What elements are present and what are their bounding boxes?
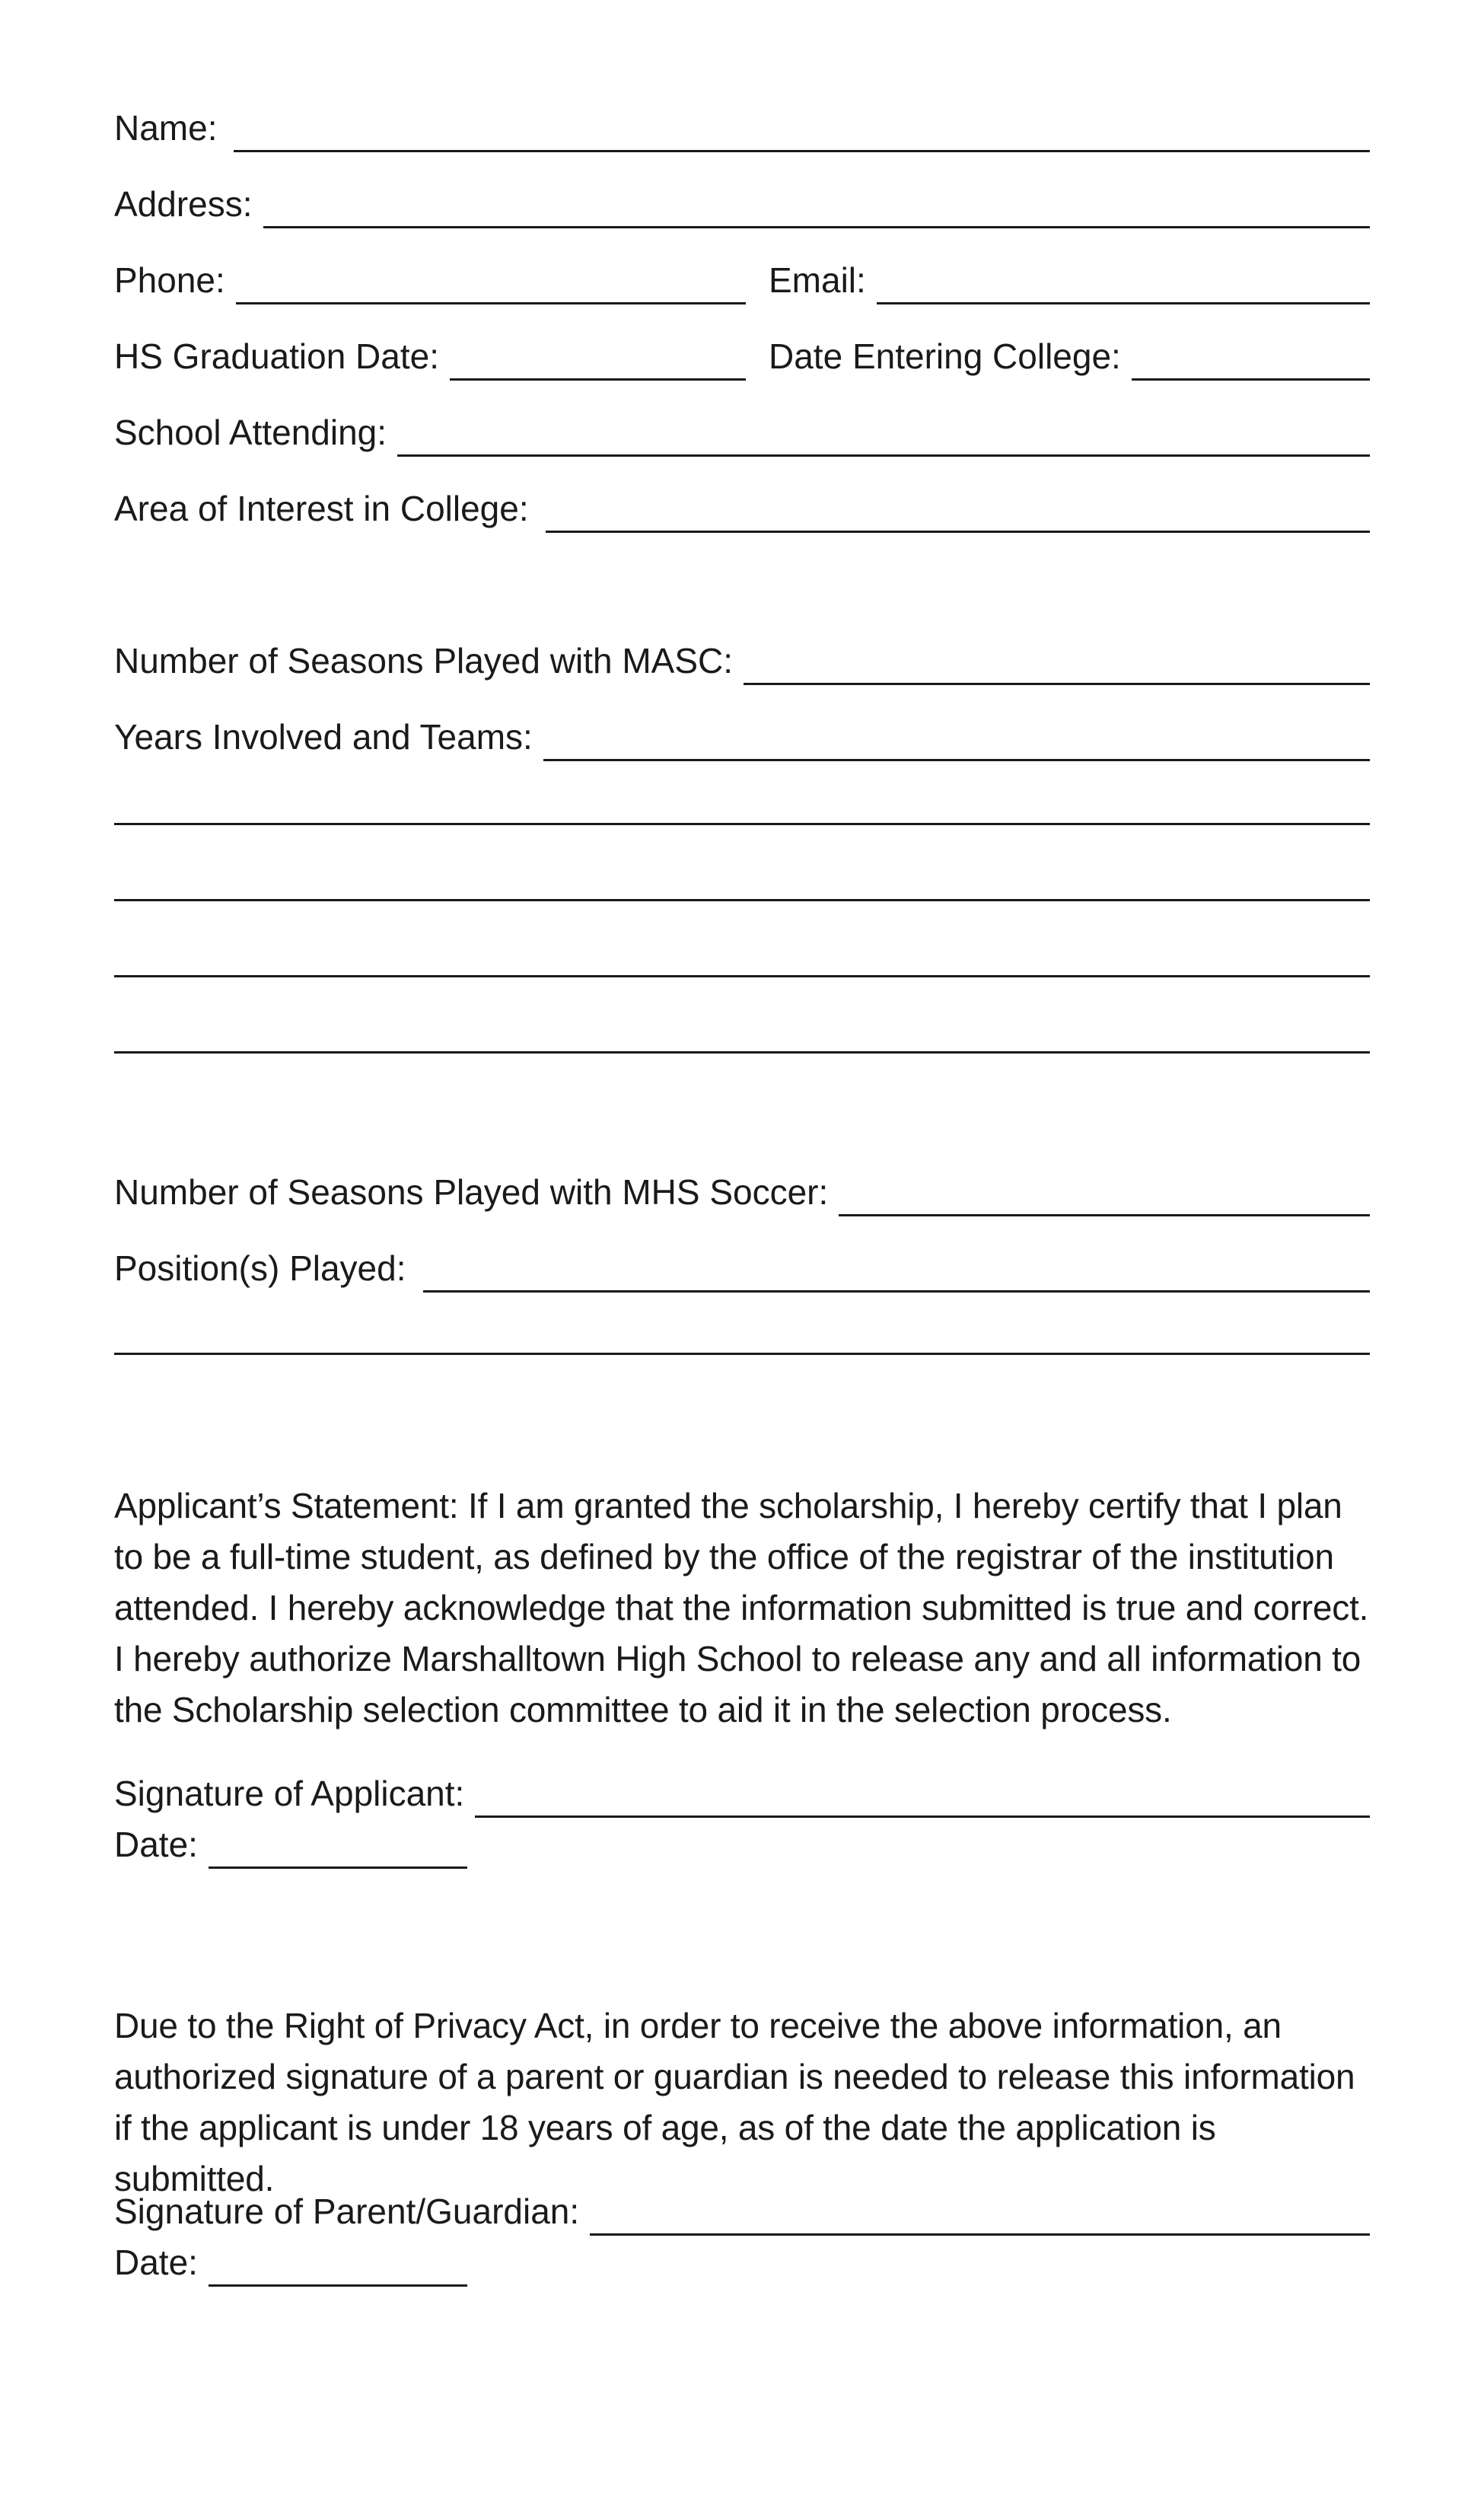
- years-involved-extra-line-4[interactable]: [114, 1051, 1370, 1054]
- email-row: [769, 251, 1370, 304]
- phone-label: Phone:: [114, 260, 225, 300]
- seasons-mhs-row: [114, 1163, 1370, 1216]
- phone-field[interactable]: [236, 272, 746, 304]
- positions-played-label: Position(s) Played:: [114, 1248, 406, 1288]
- date-entering-college-row: [769, 327, 1370, 381]
- name-label: Name:: [114, 107, 218, 148]
- guardian-date-row: [114, 2233, 1370, 2287]
- hs-graduation-row: [114, 327, 746, 381]
- school-attending-label: School Attending:: [114, 412, 387, 452]
- applicant-signature-label: Signature of Applicant:: [114, 1773, 465, 1813]
- address-field[interactable]: [263, 196, 1370, 228]
- scholarship-application-form: [114, 0, 1370, 2512]
- phone-row: [114, 251, 746, 304]
- applicant-date-row: [114, 1815, 1370, 1869]
- email-label: Email:: [769, 260, 866, 300]
- guardian-signature-label: Signature of Parent/Guardian:: [114, 2191, 580, 2231]
- seasons-mhs-label: Number of Seasons Played with MHS Soccer:: [114, 1172, 829, 1212]
- years-involved-row: [114, 708, 1370, 761]
- guardian-date-label: Date:: [114, 2242, 198, 2282]
- guardian-signature-field[interactable]: [590, 2203, 1370, 2236]
- seasons-mhs-field[interactable]: [839, 1184, 1370, 1216]
- date-entering-college-field[interactable]: [1132, 348, 1370, 381]
- applicant-date-field[interactable]: [209, 1836, 467, 1869]
- positions-played-extra-line[interactable]: [114, 1353, 1370, 1355]
- years-involved-label: Years Involved and Teams:: [114, 716, 533, 757]
- applicant-signature-row: [114, 1764, 1370, 1818]
- positions-played-field[interactable]: [423, 1260, 1371, 1293]
- guardian-date-field[interactable]: [209, 2254, 467, 2287]
- guardian-signature-row: [114, 2182, 1370, 2236]
- school-attending-field[interactable]: [397, 424, 1370, 457]
- area-of-interest-label: Area of Interest in College:: [114, 488, 529, 528]
- email-field[interactable]: [877, 272, 1370, 304]
- applicant-signature-field[interactable]: [475, 1785, 1370, 1818]
- seasons-masc-row: [114, 632, 1370, 685]
- seasons-masc-label: Number of Seasons Played with MASC:: [114, 640, 734, 681]
- applicant-date-label: Date:: [114, 1824, 198, 1864]
- years-involved-extra-line-3[interactable]: [114, 975, 1370, 977]
- school-attending-row: [114, 403, 1370, 457]
- area-of-interest-row: [114, 480, 1370, 533]
- hs-graduation-field[interactable]: [450, 348, 746, 381]
- name-row: [114, 99, 1370, 152]
- seasons-masc-field[interactable]: [744, 652, 1370, 685]
- area-of-interest-field[interactable]: [546, 500, 1370, 533]
- applicant-statement: Applicant’s Statement: If I am granted the scholarship, I hereby certify that I plan to be a full-time student, as defined by the office of the registrar of the institution attended. I hereby acknowledge that the information submitted is true and correct. I hereby authorize Marshalltown High School to release any and all information to the Scholarship selection committee to aid it in the selection process.: [114, 1486, 1369, 1729]
- date-entering-college-label: Date Entering College:: [769, 336, 1121, 376]
- years-involved-extra-line-1[interactable]: [114, 823, 1370, 825]
- privacy-statement: Due to the Right of Privacy Act, in order to receive the above information, an authorized signature of a parent or guardian is needed to release this information if the applicant is under 18 years of age, as of the date the application is submitted.: [114, 2006, 1355, 2198]
- years-involved-extra-line-2[interactable]: [114, 899, 1370, 901]
- address-row: [114, 175, 1370, 228]
- positions-played-row: [114, 1239, 1370, 1293]
- name-field[interactable]: [234, 120, 1370, 152]
- hs-graduation-label: HS Graduation Date:: [114, 336, 440, 376]
- years-involved-field[interactable]: [543, 728, 1370, 761]
- address-label: Address:: [114, 183, 253, 224]
